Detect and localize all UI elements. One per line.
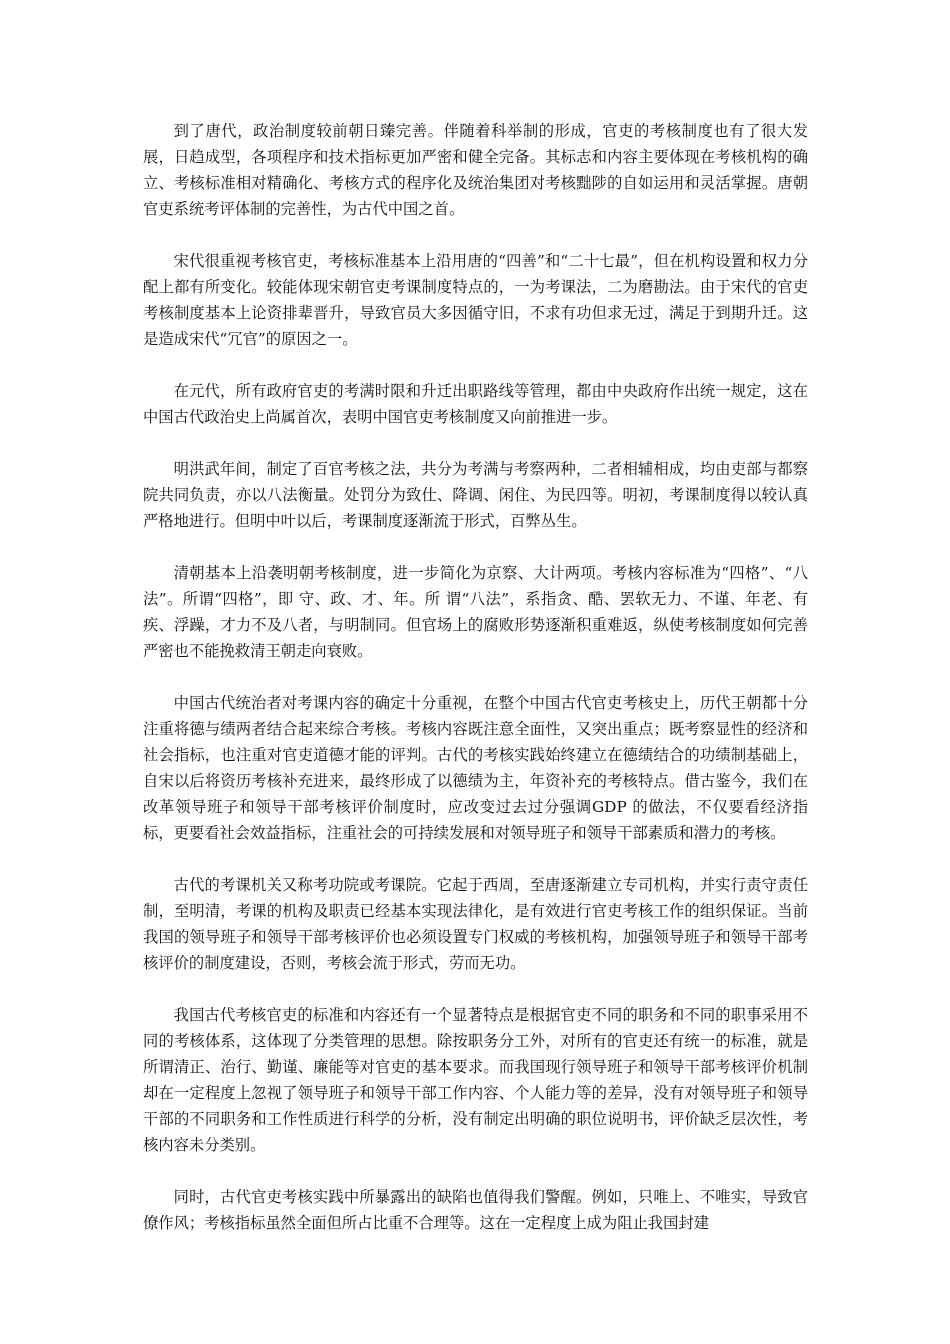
paragraph-song-dynasty: 宋代很重视考核官吏，考核标准基本上沿用唐的“四善”和“二十七最”，但在机构设置和权力分配上都有所变化。较能体现宋朝官吏考课制度特点的，一为考课法，二为磨勘法。由于宋代的官吏考核制度基本上论资排辈晋升，导致官员大多因循守旧，不求有功但求无过，满足于到期升迁。这是造成宋代“冗官”的原因之一。	[143, 252, 808, 348]
paragraph-defects: 同时，古代官吏考核实践中所暴露出的缺陷也值得我们警醒。例如，只唯上、不唯实，导致官僚作风；考核指标虽然全面但所占比重不合理等。这在一定程度上成为阻止我国封建	[143, 1188, 808, 1232]
document-body	[143, 118, 808, 1236]
paragraph-qing-dynasty: 清朝基本上沿袭明朝考核制度，进一步简化为京察、大计两项。考核内容标准为“四格”、“八法”。所谓“四格”，即 守、政、才、年。所 谓“八法”，系指贪、酷、罢软无力、不谨、年老、有疾、浮躁，才力不及八者，与明制同。但官场上的腐败形势逐渐积重难返，纵使考核制度如何完善严密也不能挽救清王朝走向衰败。	[143, 564, 808, 660]
paragraph-classified-management: 我国古代考核官吏的标准和内容还有一个显著特点是根据官吏不同的职务和不同的职事采用不同的考核体系，这体现了分类管理的思想。除按职务分工外，对所有的官吏还有统一的标准，就是所谓清正、治行、勤谨、廉能等对官吏的基本要求。而我国现行领导班子和领导干部考核评价机制却在一定程度上忽视了领导班子和领导干部工作内容、个人能力等的差异，没有对领导班子和领导干部的不同职务和工作性质进行科学的分析，没有制定出明确的职位说明书，评价缺乏层次性，考核内容未分类别。	[143, 1006, 808, 1154]
paragraph-ming-dynasty: 明洪武年间，制定了百官考核之法，共分为考满与考察两种，二者相辅相成，均由吏部与都察院共同负责，亦以八法衡量。处罚分为致仕、降调、闲住、为民四等。明初，考课制度得以较认真严格地进行。但明中叶以后，考课制度逐渐流于形式，百弊丛生。	[143, 460, 808, 530]
paragraph-assessment-institutions: 古代的考课机关又称考功院或考课院。它起于西周，至唐逐渐建立专司机构，并实行责守责任制，至明清，考课的机构及职责已经基本实现法律化，是有效进行官吏考核工作的组织保证。当前我国的领导班子和领导干部考核评价也必须设置专门权威的考核机构，加强领导班子和领导干部考核评价的制度建设，否则，考核会流于形式，劳而无功。	[143, 876, 808, 972]
paragraph-yuan-dynasty: 在元代，所有政府官吏的考满时限和升迁出职路线等管理，都由中央政府作出统一规定，这在中国古代政治史上尚属首次，表明中国官吏考核制度又向前推进一步。	[143, 382, 808, 426]
paragraph-assessment-content: 中国古代统治者对考课内容的确定十分重视，在整个中国古代官吏考核史上，历代王朝都十分注重将德与绩两者结合起来综合考核。考核内容既注意全面性，又突出重点；既考察显性的经济和社会指标，也注重对官吏道德才能的评判。古代的考核实践始终建立在德绩结合的功绩制基础上，自宋以后将资历考核补充进来，最终形成了以德绩为主，年资补充的考核特点。借古鉴今，我们在改革领导班子和领导干部考核评价制度时，应改变过去过分强调GDP 的做法，不仅要看经济指标，更要看社会效益指标，注重社会的可持续发展和对领导班子和领导干部素质和潜力的考核。	[143, 694, 808, 842]
paragraph-tang-dynasty: 到了唐代，政治制度较前朝日臻完善。伴随着科举制的形成，官吏的考核制度也有了很大发展，日趋成型，各项程序和技术指标更加严密和健全完备。其标志和内容主要体现在考核机构的确立、考核标准相对精确化、考核方式的程序化及统治集团对考核黜陟的自如运用和灵活掌握。唐朝官吏系统考评体制的完善性，为古代中国之首。	[143, 122, 808, 218]
